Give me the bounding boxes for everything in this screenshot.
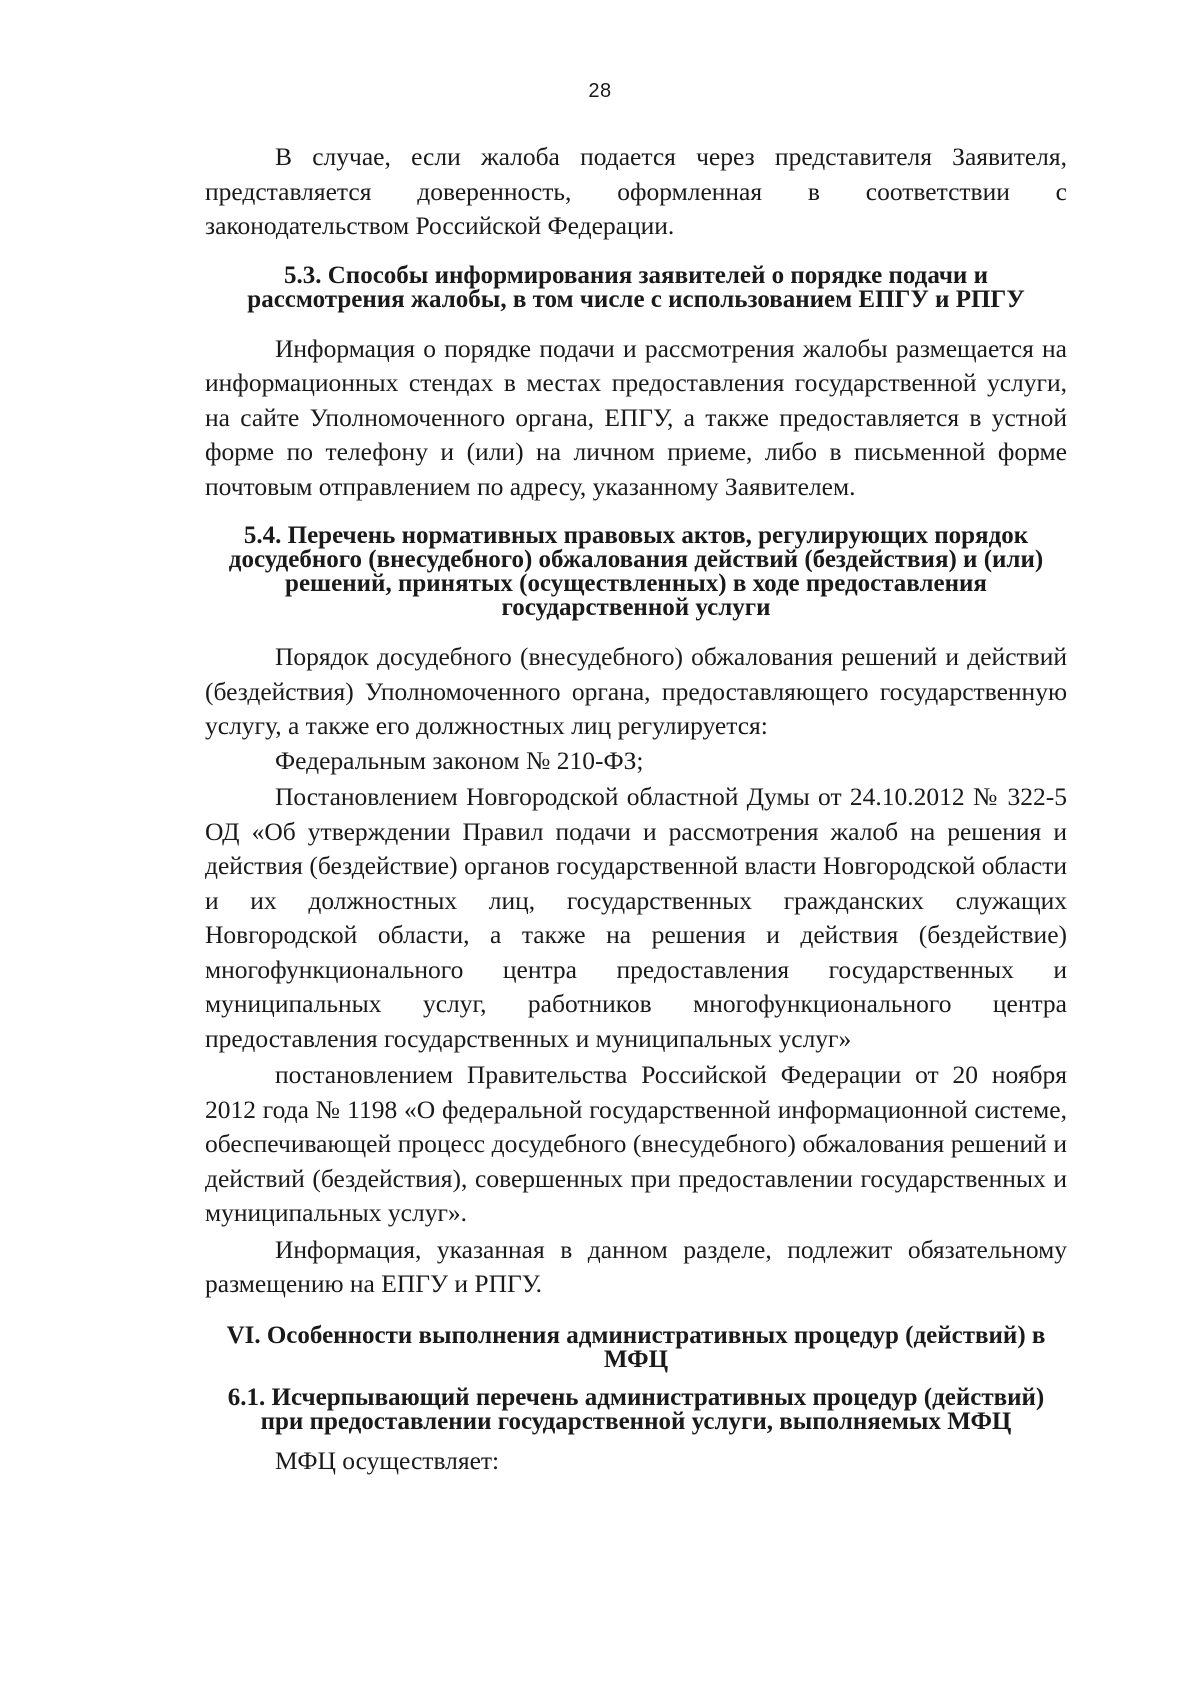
- paragraph-mfc-performs: МФЦ осуществляет:: [275, 1445, 500, 1475]
- page-number: 28: [588, 80, 612, 102]
- section-heading-5-4: 5.4. Перечень нормативных правовых актов, регулирующих порядок досудебного (внесудебного) обжалования действий (бездействия) и (или) решений, принятых (осуществленных) в ходе предоставления государственной услуги: [228, 522, 1044, 621]
- section-heading-6-1: 6.1. Исчерпывающий перечень административных процедур (действий) при предоставлении государственной услуги, выполняемых МФЦ: [227, 1383, 1045, 1435]
- section-heading-5-3: 5.3. Способы информирования заявителей о порядке подачи и рассмотрения жалобы, в том числе с использованием ЕПГУ и РПГУ: [247, 261, 1025, 313]
- paragraph-government-resolution: постановлением Правительства Российской Федерации от 20 ноября 2012 года № 1198 «О федеральной государственной информационной системе, обеспечивающей процесс досудебного (внесудебного) обжалования решений и действий (бездействия), совершенных при предоставлении государственных и муниципальных услуг».: [205, 1060, 1067, 1227]
- paragraph-appeal-order: Порядок досудебного (внесудебного) обжалования решений и действий (бездействия) Уполномоченного органа, предоставляющего государственную услугу, а также его должностных лиц регулируется:: [205, 642, 1067, 740]
- document-body: [205, 140, 1067, 1478]
- paragraph-federal-law: Федеральным законом № 210-ФЗ;: [275, 745, 644, 775]
- paragraph-info-placement: Информация о порядке подачи и рассмотрения жалобы размещается на информационных стендах в местах предоставления государственной услуги, на сайте Уполномоченного органа, ЕПГУ, а также предоставляется в устной форме по телефону и (или) на личном приеме, либо в письменной форме почтовым отправлением по адресу, указанному Заявителем.: [205, 333, 1067, 501]
- paragraph-representative: В случае, если жалоба подается через представителя Заявителя, представляется доверенность, оформленная в соответствии с законодательством Российской Федерации.: [205, 142, 1067, 240]
- chapter-heading-6: VI. Особенности выполнения административных процедур (действий) в МФЦ: [226, 1321, 1046, 1373]
- paragraph-mandatory-placement: Информация, указанная в данном разделе, подлежит обязательному размещению на ЕПГУ и РПГУ.: [205, 1234, 1067, 1298]
- paragraph-novgorod-resolution: Постановлением Новгородской областной Думы от 24.10.2012 № 322-5 ОД «Об утверждении Правил подачи и рассмотрения жалоб на решения и действия (бездействие) органов государственной власти Новгородской области и их должностных лиц, государственных гражданских служащих Новгородской области, а также на решения и действия (бездействие) многофункционального центра предоставления государственных и муниципальных услуг, работников многофункционального центра предоставления государственных и муниципальных услуг»: [205, 782, 1067, 1053]
